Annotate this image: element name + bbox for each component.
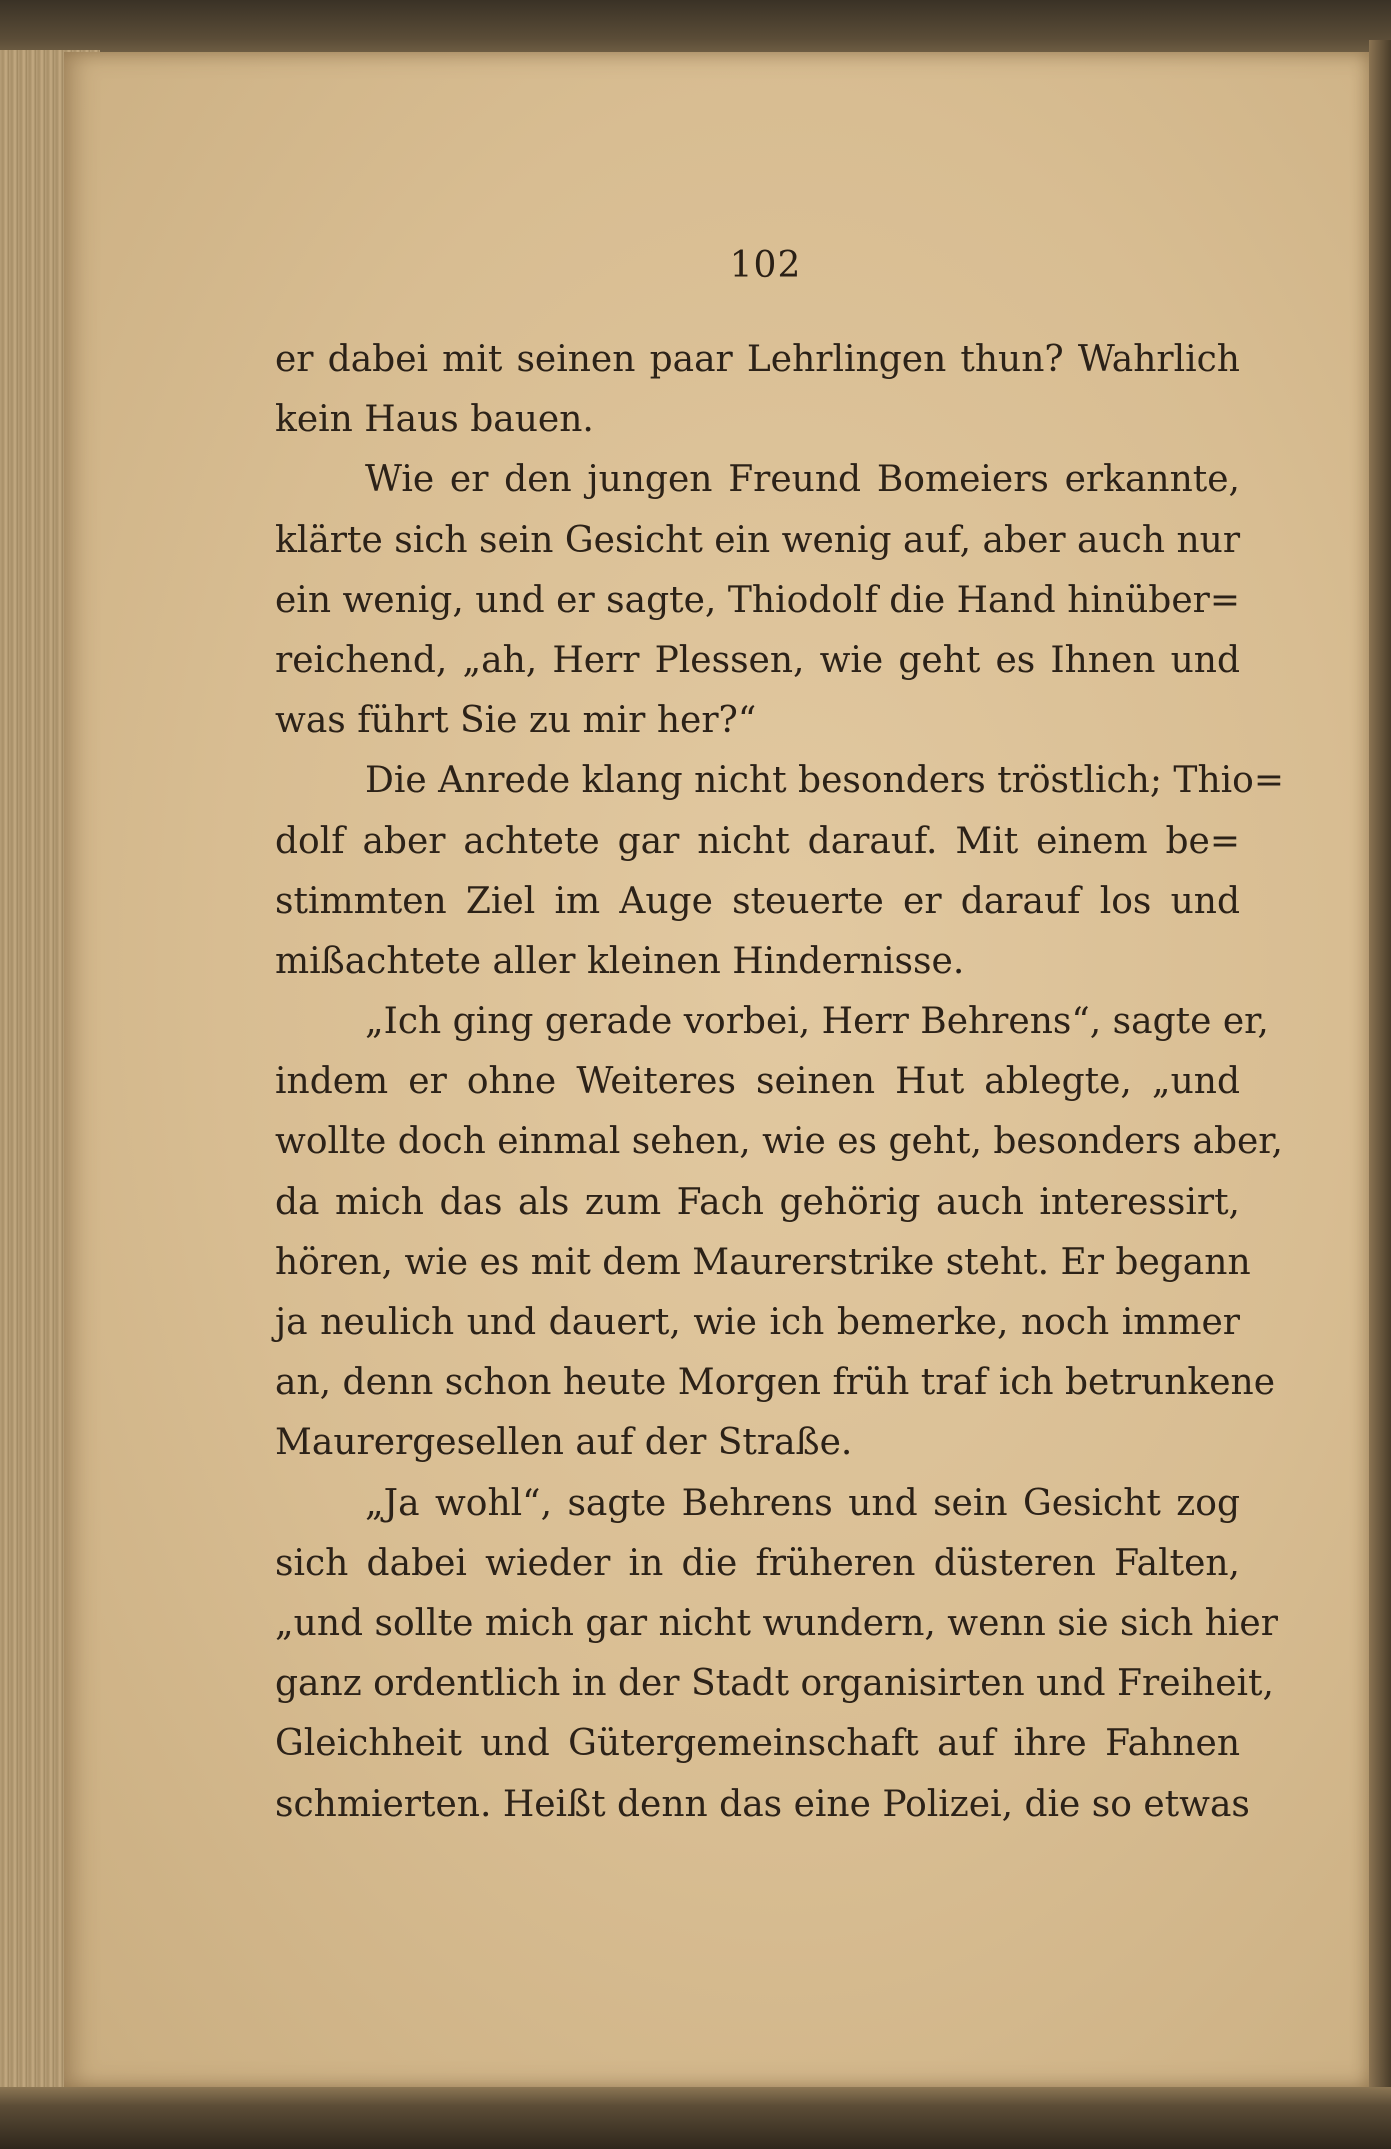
text-line: da mich das als zum Fach gehörig auch interessirt, xyxy=(275,1181,1240,1223)
text-line: ja neulich und dauert, wie ich bemerke, noch immer xyxy=(275,1302,1240,1343)
text-line: an, denn schon heute Morgen früh traf ich betrunkene xyxy=(275,1362,1276,1404)
text-line: er dabei mit seinen paar Lehrlingen thun? Wahrlich xyxy=(275,339,1240,380)
text-line: Die Anrede klang nicht besonders tröstlich; Thio= xyxy=(365,760,1284,802)
text-line: reichend, „ah, Herr Plessen, wie geht es Ihnen und xyxy=(275,639,1240,681)
book-bottom-edge xyxy=(0,2087,1391,2149)
text-line: Wie er den jungen Freund Bomeiers erkannte, xyxy=(365,459,1240,501)
text-line: ganz ordentlich in der Stadt organisirten und Freiheit, xyxy=(275,1663,1274,1705)
text-line: Gleichheit und Gütergemeinschaft auf ihre Fahnen xyxy=(275,1723,1240,1765)
text-line: kein Haus bauen. xyxy=(275,399,594,441)
text-line: „und sollte mich gar nicht wundern, wenn sie sich hier xyxy=(275,1602,1278,1644)
text-line: schmierten. Heißt denn das eine Polizei, die so etwas xyxy=(275,1783,1250,1825)
text-line: „Ja wohl“, sagte Behrens und sein Gesicht zog xyxy=(365,1482,1240,1524)
text-line: was führt Sie zu mir her?“ xyxy=(275,700,757,742)
text-line: dolf aber achtete gar nicht darauf. Mit einem be= xyxy=(275,820,1240,862)
text-line: Maurergesellen auf der Straße. xyxy=(275,1422,853,1464)
text-line: sich dabei wieder in die früheren düsteren Falten, xyxy=(275,1542,1240,1584)
text-line: hören, wie es mit dem Maurerstrike steht. Er begann xyxy=(275,1241,1251,1283)
text-line: klärte sich sein Gesicht ein wenig auf, aber auch nur xyxy=(275,519,1241,561)
body-text xyxy=(275,330,1284,1835)
text-line: indem er ohne Weiteres seinen Hut ablegte, „und xyxy=(275,1061,1240,1103)
page-number: 102 xyxy=(729,245,802,286)
text-line: stimmten Ziel im Auge steuerte er darauf los und xyxy=(275,880,1240,922)
book-right-edge xyxy=(1369,40,1391,2120)
text-line: wollte doch einmal sehen, wie es geht, besonders aber, xyxy=(275,1121,1283,1163)
text-line: ein wenig, und er sagte, Thiodolf die Hand hinüber= xyxy=(275,579,1240,621)
text-line: „Ich ging gerade vorbei, Herr Behrens“, sagte er, xyxy=(365,1001,1269,1043)
text-line: mißachtete aller kleinen Hindernisse. xyxy=(275,940,965,982)
